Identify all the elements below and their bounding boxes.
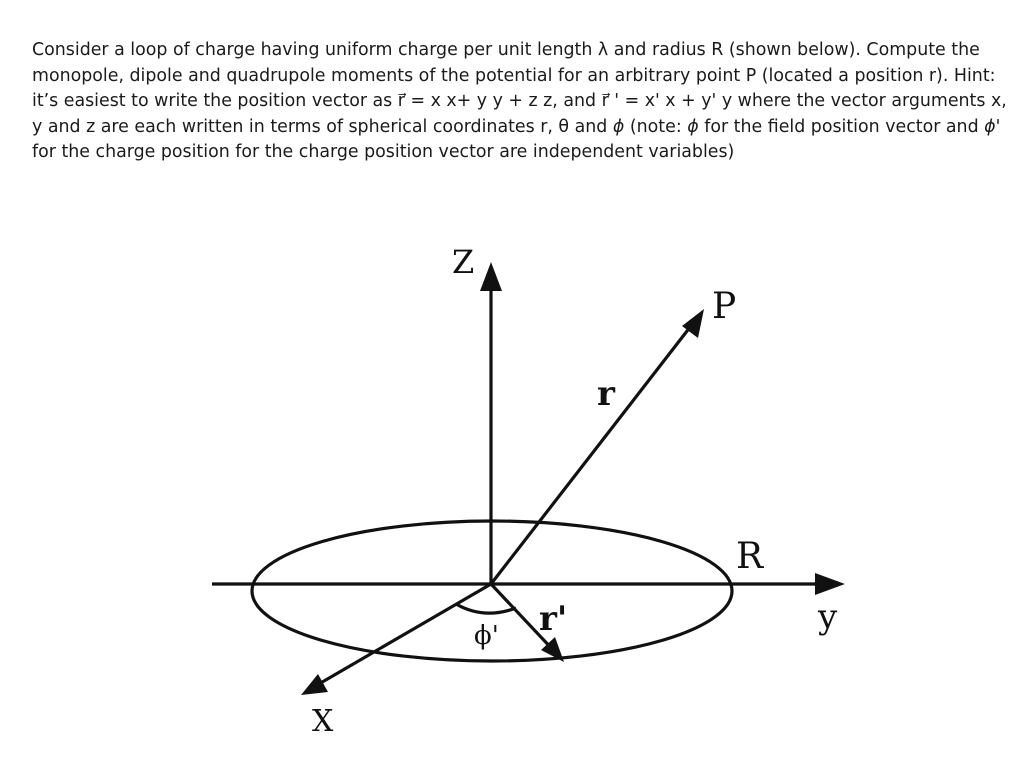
y-axis-arrowhead: [815, 573, 845, 595]
point-p-label: P: [712, 286, 737, 327]
problem-text-5: for the field position vector and: [698, 116, 985, 137]
z-axis-label: Z: [452, 243, 475, 281]
radius-label: R: [736, 536, 764, 577]
x-axis: [312, 584, 491, 688]
problem-text-4: (note:: [624, 116, 688, 137]
z-axis-arrowhead: [480, 262, 502, 291]
r-prime-vector-symbol: r⃗: [601, 91, 609, 112]
r-vector-label: r: [597, 374, 615, 414]
r-prime-vector-label: r': [539, 599, 568, 639]
problem-text-3: ' = x' x + y' y where the vector arguments x, y and z are each written in terms of spherical coordinates r, θ and: [32, 91, 1007, 137]
problem-text-6: ' for the charge position for the charge position vector are independent variables): [32, 116, 1001, 163]
phi-prime-angle-arc: [456, 604, 516, 613]
phi-symbol-3: ϕ: [984, 116, 996, 137]
x-axis-arrowhead: [301, 674, 328, 695]
problem-text-1: Consider a loop of charge having uniform charge per unit length λ and radius R (shown below). Compute the monopole, dipole and quadrupole moments of the potential for an arbitrary point P (located a position r). Hint: it’s easiest to write the position vector as: [32, 40, 996, 112]
r-vector-line: [491, 322, 694, 584]
y-axis-label: y: [818, 597, 838, 637]
phi-symbol-1: ϕ: [612, 116, 625, 137]
problem-text-2: = x x+ y y + z z, and: [404, 91, 602, 112]
x-axis-label: X: [312, 704, 334, 739]
phi-prime-label: ϕ': [474, 621, 499, 651]
r-vector-symbol: r⃗: [397, 91, 405, 112]
phi-symbol-2: ϕ: [687, 116, 699, 137]
